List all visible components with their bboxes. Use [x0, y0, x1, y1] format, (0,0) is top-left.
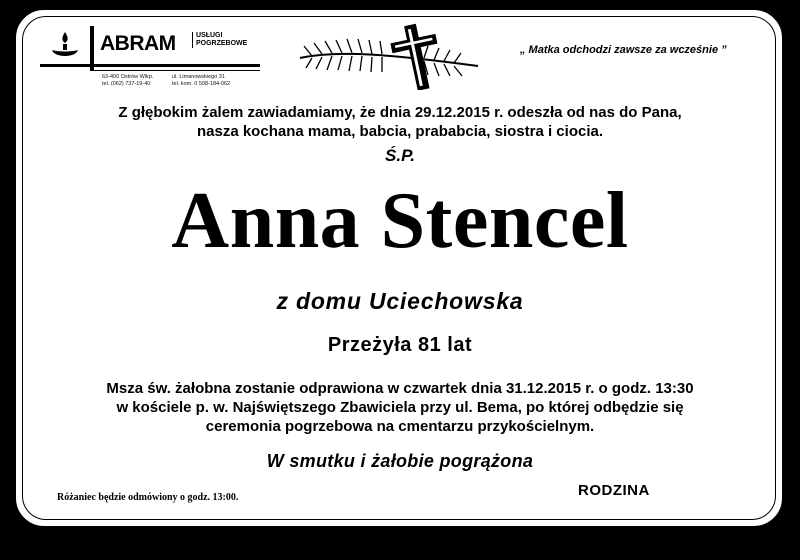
oil-lamp-icon [48, 30, 82, 64]
intro-line-1: Z głębokim żalem zawiadamiamy, że dnia 29.12.2015 r. odeszła od nas do Pana, [118, 104, 682, 121]
cross-with-palm-branch-icon [298, 20, 480, 90]
announcement-intro [40, 103, 760, 141]
funeral-home-logo [40, 26, 260, 96]
motto-quote: „ Matka odchodzi zawsze za wcześnie ” [520, 44, 727, 56]
funeral-mass-details [40, 379, 760, 436]
intro-line-2: nasza kochana mama, babcia, prababcia, siostra i ciocia. [196, 123, 603, 140]
company-subtitle-line1: USŁUGI [196, 32, 223, 39]
address-left-line1: 63-400 Ostrów Wlkp. [102, 74, 154, 80]
maiden-name: z domu Uciechowska [276, 288, 524, 314]
family-signature: RODZINA [578, 482, 650, 499]
deceased-name: Anna Stencel [171, 177, 629, 265]
address-right-line1: ul. Limanowskiego 31 [172, 74, 225, 80]
company-address-left [102, 74, 153, 88]
sp-abbreviation: Ś.P. [385, 146, 415, 165]
address-right-line2: tel. kom. 0 508-184-062 [172, 81, 231, 87]
mass-line-2: w kościele p. w. Najświętszego Zbawiciela przy ul. Bema, po której odbędzie się [116, 399, 684, 416]
mass-line-1: Msza św. żałobna zostanie odprawiona w czwartek dnia 31.12.2015 r. o godz. 13:30 [106, 380, 694, 397]
company-name: ABRAM [100, 32, 176, 55]
address-left-line2: tel. (062) 737-19-40 [102, 81, 151, 87]
mourning-phrase: W smutku i żałobie pogrążona [266, 451, 534, 471]
rosary-note: Różaniec będzie odmówiony o godz. 13:00. [57, 492, 239, 503]
company-subtitle-line2: POGRZEBOWE [196, 40, 248, 47]
company-address-right [172, 74, 230, 88]
company-subtitle [192, 32, 247, 48]
mass-line-3: ceremonia pogrzebowa na cmentarzu przykościelnym. [205, 418, 595, 435]
age-at-death: Przeżyła 81 lat [327, 334, 473, 356]
logo-rule-thin [90, 70, 260, 71]
logo-rule [40, 64, 260, 67]
